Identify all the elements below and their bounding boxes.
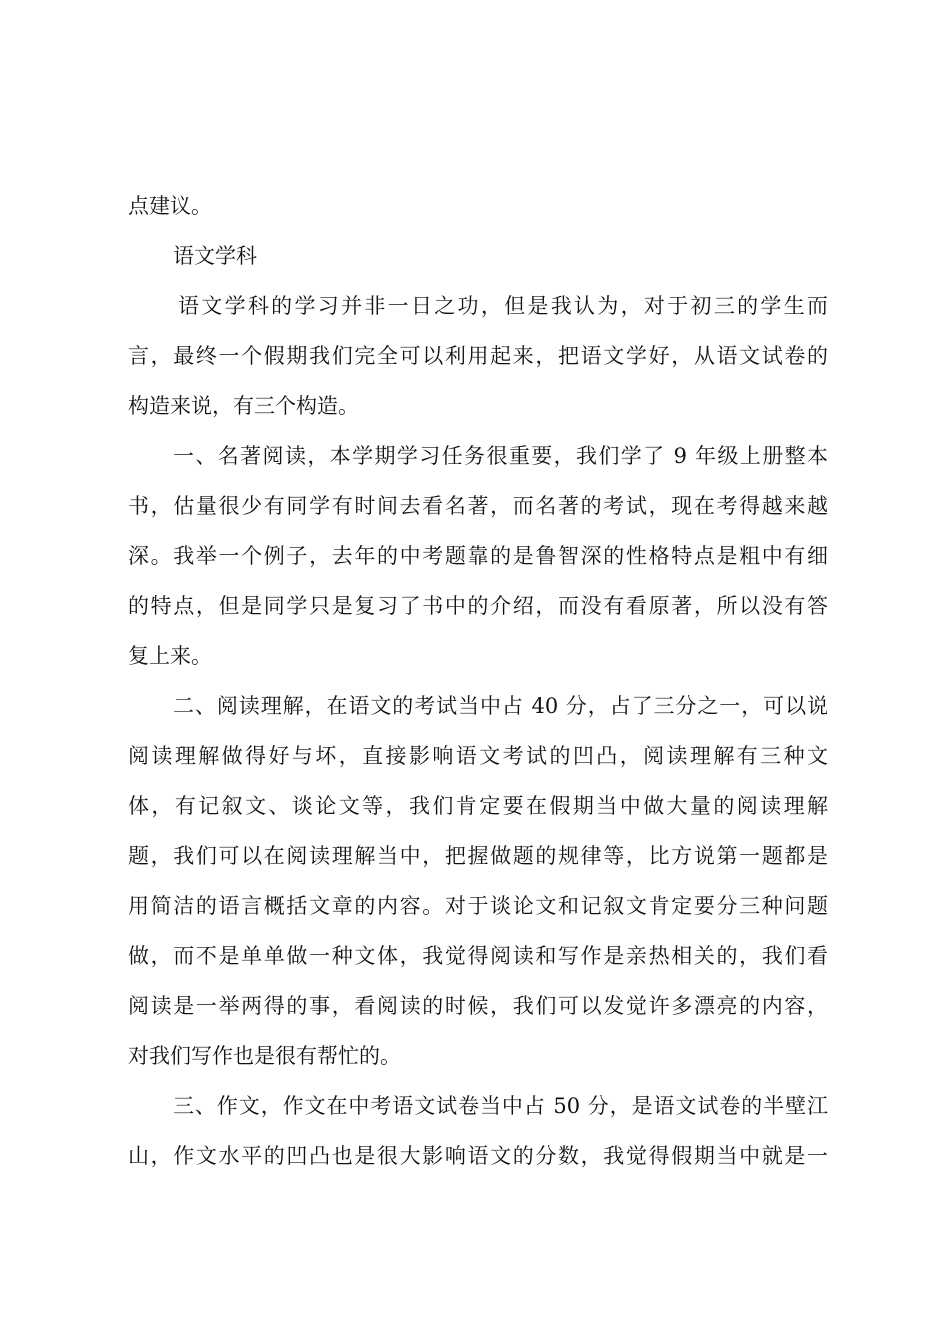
text-line-8: 深。我举一个例子，去年的中考题靠的是鲁智深的性格特点是粗中有细 [128, 544, 828, 568]
section-heading: 语文学科 [173, 244, 257, 268]
text-line-13: 体，有记叙文、谈论文等，我们肯定要在假期当中做大量的阅读理解 [128, 794, 828, 818]
text-line-9: 的特点，但是同学只是复习了书中的介绍，而没有看原著，所以没有答 [128, 594, 828, 618]
text-line-4: 言，最终一个假期我们完全可以利用起来，把语文学好，从语文试卷的 [128, 344, 828, 368]
text-line-1: 点建议。 [128, 194, 212, 218]
text-line-15: 用简洁的语言概括文章的内容。对于谈论文和记叙文肯定要分三种问题 [128, 894, 828, 918]
text-line-6: 一、名著阅读，本学期学习任务很重要，我们学了 9 年级上册整本 [173, 444, 828, 468]
text-line-16: 做，而不是单单做一种文体，我觉得阅读和写作是亲热相关的，我们看 [128, 944, 828, 968]
text-line-11: 二、阅读理解，在语文的考试当中占 40 分，占了三分之一，可以说 [173, 694, 828, 718]
text-line-12: 阅读理解做得好与坏，直接影响语文考试的凹凸，阅读理解有三种文 [128, 744, 828, 768]
text-line-5: 构造来说，有三个构造。 [128, 394, 359, 418]
text-line-19: 三、作文，作文在中考语文试卷当中占 50 分，是语文试卷的半壁江 [173, 1094, 828, 1118]
text-line-7: 书，估量很少有同学有时间去看名著，而名著的考试，现在考得越来越 [128, 494, 828, 518]
text-line-17: 阅读是一举两得的事，看阅读的时候，我们可以发觉许多漂亮的内容， [128, 994, 828, 1018]
text-line-3: 语文学科的学习并非一日之功，但是我认为，对于初三的学生而 [178, 294, 828, 318]
text-line-18: 对我们写作也是很有帮忙的。 [128, 1044, 401, 1068]
text-line-14: 题，我们可以在阅读理解当中，把握做题的规律等，比方说第一题都是 [128, 844, 828, 868]
text-line-10: 复上来。 [128, 644, 212, 668]
text-line-20: 山，作文水平的凹凸也是很大影响语文的分数，我觉得假期当中就是一 [128, 1144, 828, 1168]
